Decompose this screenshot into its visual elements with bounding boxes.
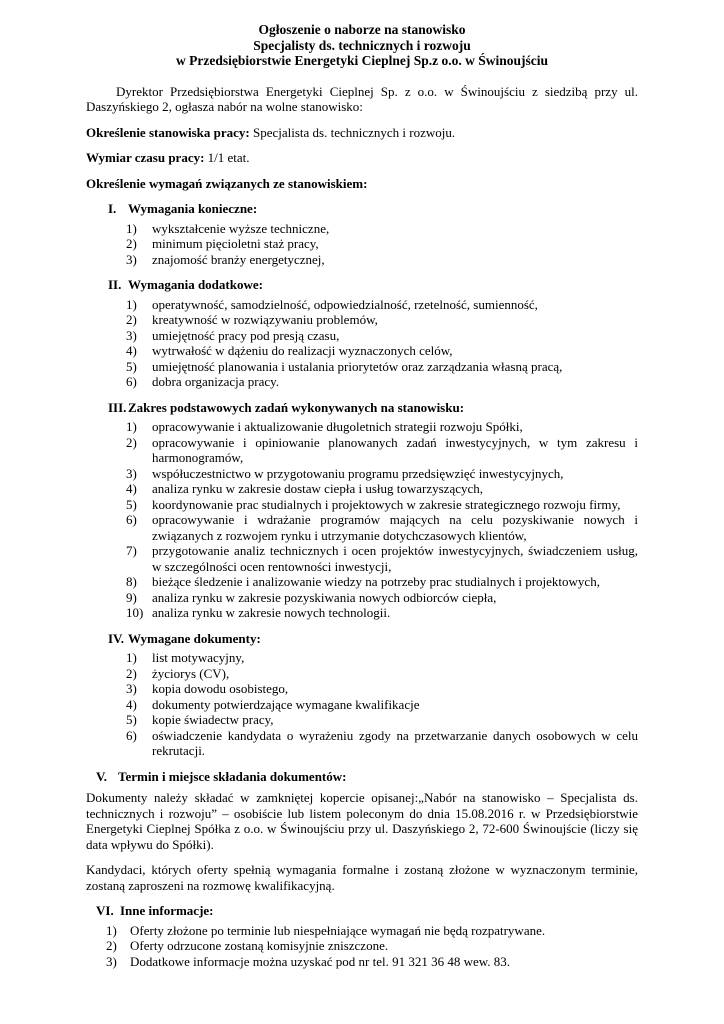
section-1-heading: I. Wymagania konieczne: [108, 201, 258, 216]
list-item: 2) minimum pięcioletni staż pracy, [126, 236, 319, 251]
position-value: Specjalista ds. technicznych i rozwoju. [252, 124, 456, 140]
list-item: 1) Oferty złożone po terminie lub niespełniające wymagań nie będą rozpatrywane. [106, 922, 546, 938]
list-item: 2) Oferty odrzucone zostaną komisyjnie zniszczone. [106, 938, 389, 953]
list-item: 1) opracowywanie i aktualizowanie długoletnich strategii rozwoju Spółki, [126, 419, 523, 434]
title-line-1: Ogłoszenie o naborze na stanowisko [258, 22, 466, 37]
list-item: 10) analiza rynku w zakresie nowych technologii. [126, 605, 391, 620]
list-item: 9) analiza rynku w zakresie pozyskiwania nowych odbiorców ciepła, [126, 589, 497, 605]
worktime-line [86, 150, 638, 166]
list-item: 5) kopie świadectw pracy, [126, 712, 274, 727]
worktime-label: Wymiar czasu pracy: [86, 150, 205, 165]
list-item: 1) wykształcenie wyższe techniczne, [126, 220, 330, 236]
list-item: 3) znajomość branży energetycznej, [126, 251, 325, 267]
position-line [86, 125, 638, 141]
section-5-heading: V. Termin i miejsce składania dokumentów: [96, 768, 347, 784]
section-3-heading: III. Zakres podstawowych zadań wykonywanych na stanowisku: [108, 399, 465, 415]
candidates-paragraph: Kandydaci, których oferty spełnią wymagania formalne i zostaną złożone w wyznaczonym terminie, zostaną zaproszeni na rozmowę kwalifikacyjną. [86, 862, 638, 893]
section-2-list [86, 297, 638, 390]
list-item: 6) dobra organizacja pracy. [126, 374, 280, 389]
document-title [86, 22, 638, 69]
list-item: 3) umiejętność pracy pod presją czasu, [126, 327, 340, 343]
section-2-heading: II. Wymagania dodatkowe: [108, 277, 263, 292]
requirements-heading: Określenie wymagań związanych ze stanowiskiem: [86, 175, 368, 191]
list-item: 6) oświadczenie kandydata o wyrażeniu zgody na przetwarzanie danych osobowych w celu rekrutacji. [126, 727, 638, 758]
list-item: 7) przygotowanie analiz technicznych i ocen projektów inwestycyjnych, świadczeniem usług, w szczególności ocen rentowności inwestycji, [126, 543, 638, 574]
section-1-list [86, 221, 638, 268]
section-6-list [86, 923, 638, 970]
section-4-heading: IV. Wymagane dokumenty: [108, 630, 261, 646]
section-3-list [86, 419, 638, 621]
list-item: 2) opracowywanie i opiniowanie planowanych zadań inwestycyjnych, w tym zakresu i harmonogramów, [126, 434, 638, 465]
submission-paragraph: Dokumenty należy składać w zamkniętej kopercie opisanej:„Nabór na stanowisko – Specjalista ds. technicznych i rozwoju” – osobiście lub listem poleconym do dnia 15.08.2016 r. w Przedsiębiorstwie Energetyki Cieplnej Spółka z o.o. w Świnoujściu przy ul. Daszyńskiego 2, 72-600 Świnoujście (liczy się data wpływu do Spółki). [86, 790, 638, 852]
list-item: 5) koordynowanie prac studialnych i projektowych w zakresie strategicznego rozwoju firmy, [126, 496, 621, 512]
document-page [86, 22, 638, 969]
section-6-heading: VI. Inne informacje: [96, 903, 214, 918]
list-item: 4) analiza rynku w zakresie dostaw ciepła i usług towarzyszących, [126, 481, 484, 496]
title-line-2: Specjalisty ds. technicznych i rozwoju [253, 37, 471, 53]
list-item: 8) bieżące śledzenie i analizowanie wiedzy na potrzeby prac studialnych i projektowych, [126, 574, 600, 589]
list-item: 4) dokumenty potwierdzające wymagane kwalifikacje [126, 696, 420, 712]
section-4-list [86, 650, 638, 759]
list-item: 1) operatywność, samodzielność, odpowiedzialność, rzetelność, sumienność, [126, 296, 538, 312]
list-item: 3) kopia dowodu osobistego, [126, 681, 289, 696]
list-item: 3) Dodatkowe informacje można uzyskać pod nr tel. 91 321 36 48 wew. 83. [106, 953, 511, 969]
list-item: 4) wytrwałość w dążeniu do realizacji wyznaczonych celów, [126, 343, 453, 358]
title-line-3: w Przedsiębiorstwie Energetyki Cieplnej Sp.z o.o. w Świnoujściu [176, 53, 548, 68]
position-label: Określenie stanowiska pracy: [86, 124, 250, 140]
intro-paragraph: Dyrektor Przedsiębiorstwa Energetyki Cieplnej Sp. z o.o. w Świnoujściu z siedzibą przy ul. Daszyńskiego 2, ogłasza nabór na wolne stanowisko: [86, 83, 638, 114]
list-item: 1) list motywacyjny, [126, 650, 245, 665]
list-item: 5) umiejętność planowania i ustalania priorytetów oraz zarządzania własną pracą, [126, 358, 563, 374]
worktime-value: 1/1 etat. [207, 150, 250, 165]
list-item: 6) opracowywanie i wdrażanie programów mających na celu pozyskiwanie nowych i związanych z rozwojem rynku i utrzymanie dotychczasowych klientów, [126, 512, 638, 543]
list-item: 2) kreatywność w rozwiązywaniu problemów, [126, 312, 378, 327]
list-item: 3) współuczestnictwo w przygotowaniu programu przedsięwzięć inwestycyjnych, [126, 465, 564, 481]
list-item: 2) życiorys (CV), [126, 665, 230, 681]
